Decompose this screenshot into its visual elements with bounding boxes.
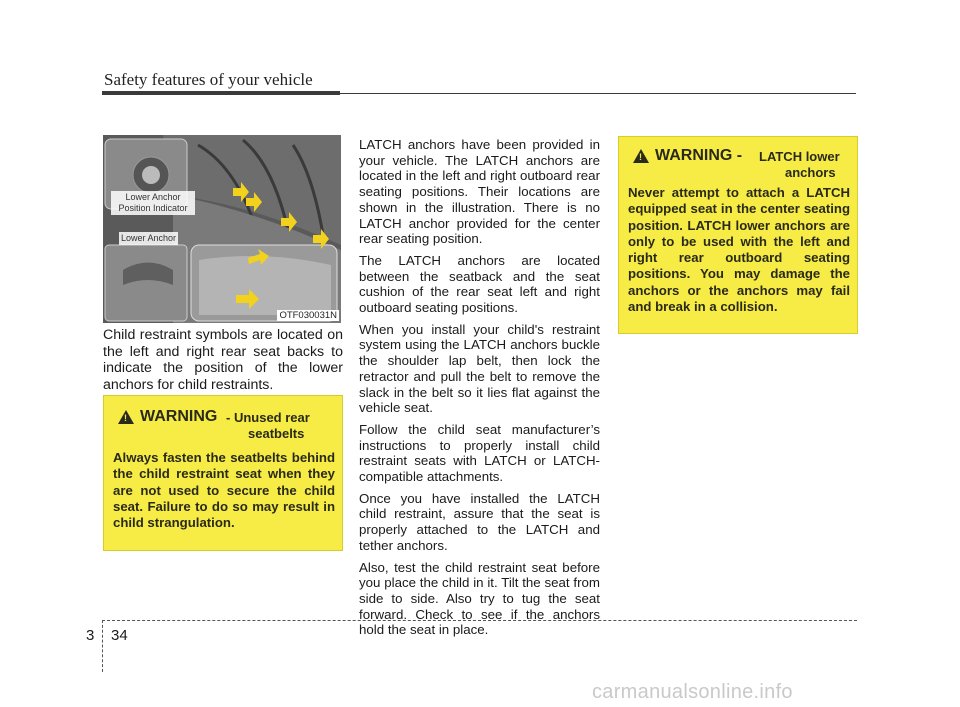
page-number: 34 <box>111 627 128 644</box>
warning-subtitle-1: LATCH lower <box>759 149 840 164</box>
paragraph: The LATCH anchors are located between the seatback and the seat cushion of the rear seat left and right outboard seating positions. <box>359 252 600 316</box>
warning-triangle-icon <box>118 410 134 424</box>
warning-subtitle-1: - Unused rear <box>226 410 310 425</box>
header-bar <box>102 91 340 95</box>
paragraph: Also, test the child restraint seat before you place the child in it. Tilt the seat from side to side. Also try to tug the seat forward. Check to see if the anchors hold the seat in place. <box>359 559 600 638</box>
warning-word: WARNING - <box>655 147 743 164</box>
label-lower-anchor-indicator <box>111 191 195 215</box>
warning-body: Always fasten the seatbelts behind the child restraint seat when they are not used to secure the child seat. Failure to do so may result in child strangulation. <box>113 450 335 531</box>
label-line2: Position Indicator <box>118 203 188 213</box>
paragraph: Once you have installed the LATCH child restraint, assure that the seat is properly attached to the LATCH and tether anchors. <box>359 490 600 553</box>
col1-paragraph: Child restraint symbols are located on the left and right rear seat backs to indicate the position of the lower anchors for child restraints. <box>103 327 343 393</box>
latch-description <box>359 137 600 644</box>
warning-triangle-icon <box>633 149 649 163</box>
footer-divider <box>102 620 103 672</box>
watermark: carmanualsonline.info <box>592 681 793 703</box>
warning-subtitle-2: seatbelts <box>248 426 305 441</box>
warning-latch-lower-anchors <box>618 136 858 334</box>
label-lower-anchor: Lower Anchor <box>121 233 177 243</box>
latch-illustration <box>103 135 341 323</box>
chapter-number: 3 <box>86 627 95 644</box>
label-line1: Lower Anchor <box>125 192 181 202</box>
rear-seat-drawing <box>103 135 341 323</box>
footer-rule <box>102 620 857 621</box>
paragraph: Follow the child seat manufacturer’s instructions to properly install child restraint seats with LATCH or LATCH-compatible attachments. <box>359 421 600 485</box>
warning-body: Never attempt to attach a LATCH equipped seat in the center seating position. LATCH lower anchors are only to be used with the left and right rear outboard seating positions. You may damage the anchors or the anchors may fail and break in a collision. <box>628 185 850 315</box>
paragraph: LATCH anchors have been provided in your vehicle. The LATCH anchors are located in the left and right outboard rear seating positions. Their locations are shown in the illustration. There is no LATCH anchor provided for the center rear seating position. <box>359 137 600 247</box>
warning-unused-rear-seatbelts <box>103 395 343 551</box>
warning-word: WARNING <box>140 408 218 425</box>
header-title: Safety features of your vehicle <box>104 70 313 89</box>
header-rule <box>340 93 856 94</box>
warning-subtitle-2: anchors <box>785 165 836 180</box>
paragraph: When you install your child's restraint system using the LATCH anchors buckle the shoulder lap belt, then lock the retractor and pull the belt to remove the slack in the belt so it lies flat against the vehicle seat. <box>359 321 600 416</box>
figure-code: OTF030031N <box>279 310 337 321</box>
